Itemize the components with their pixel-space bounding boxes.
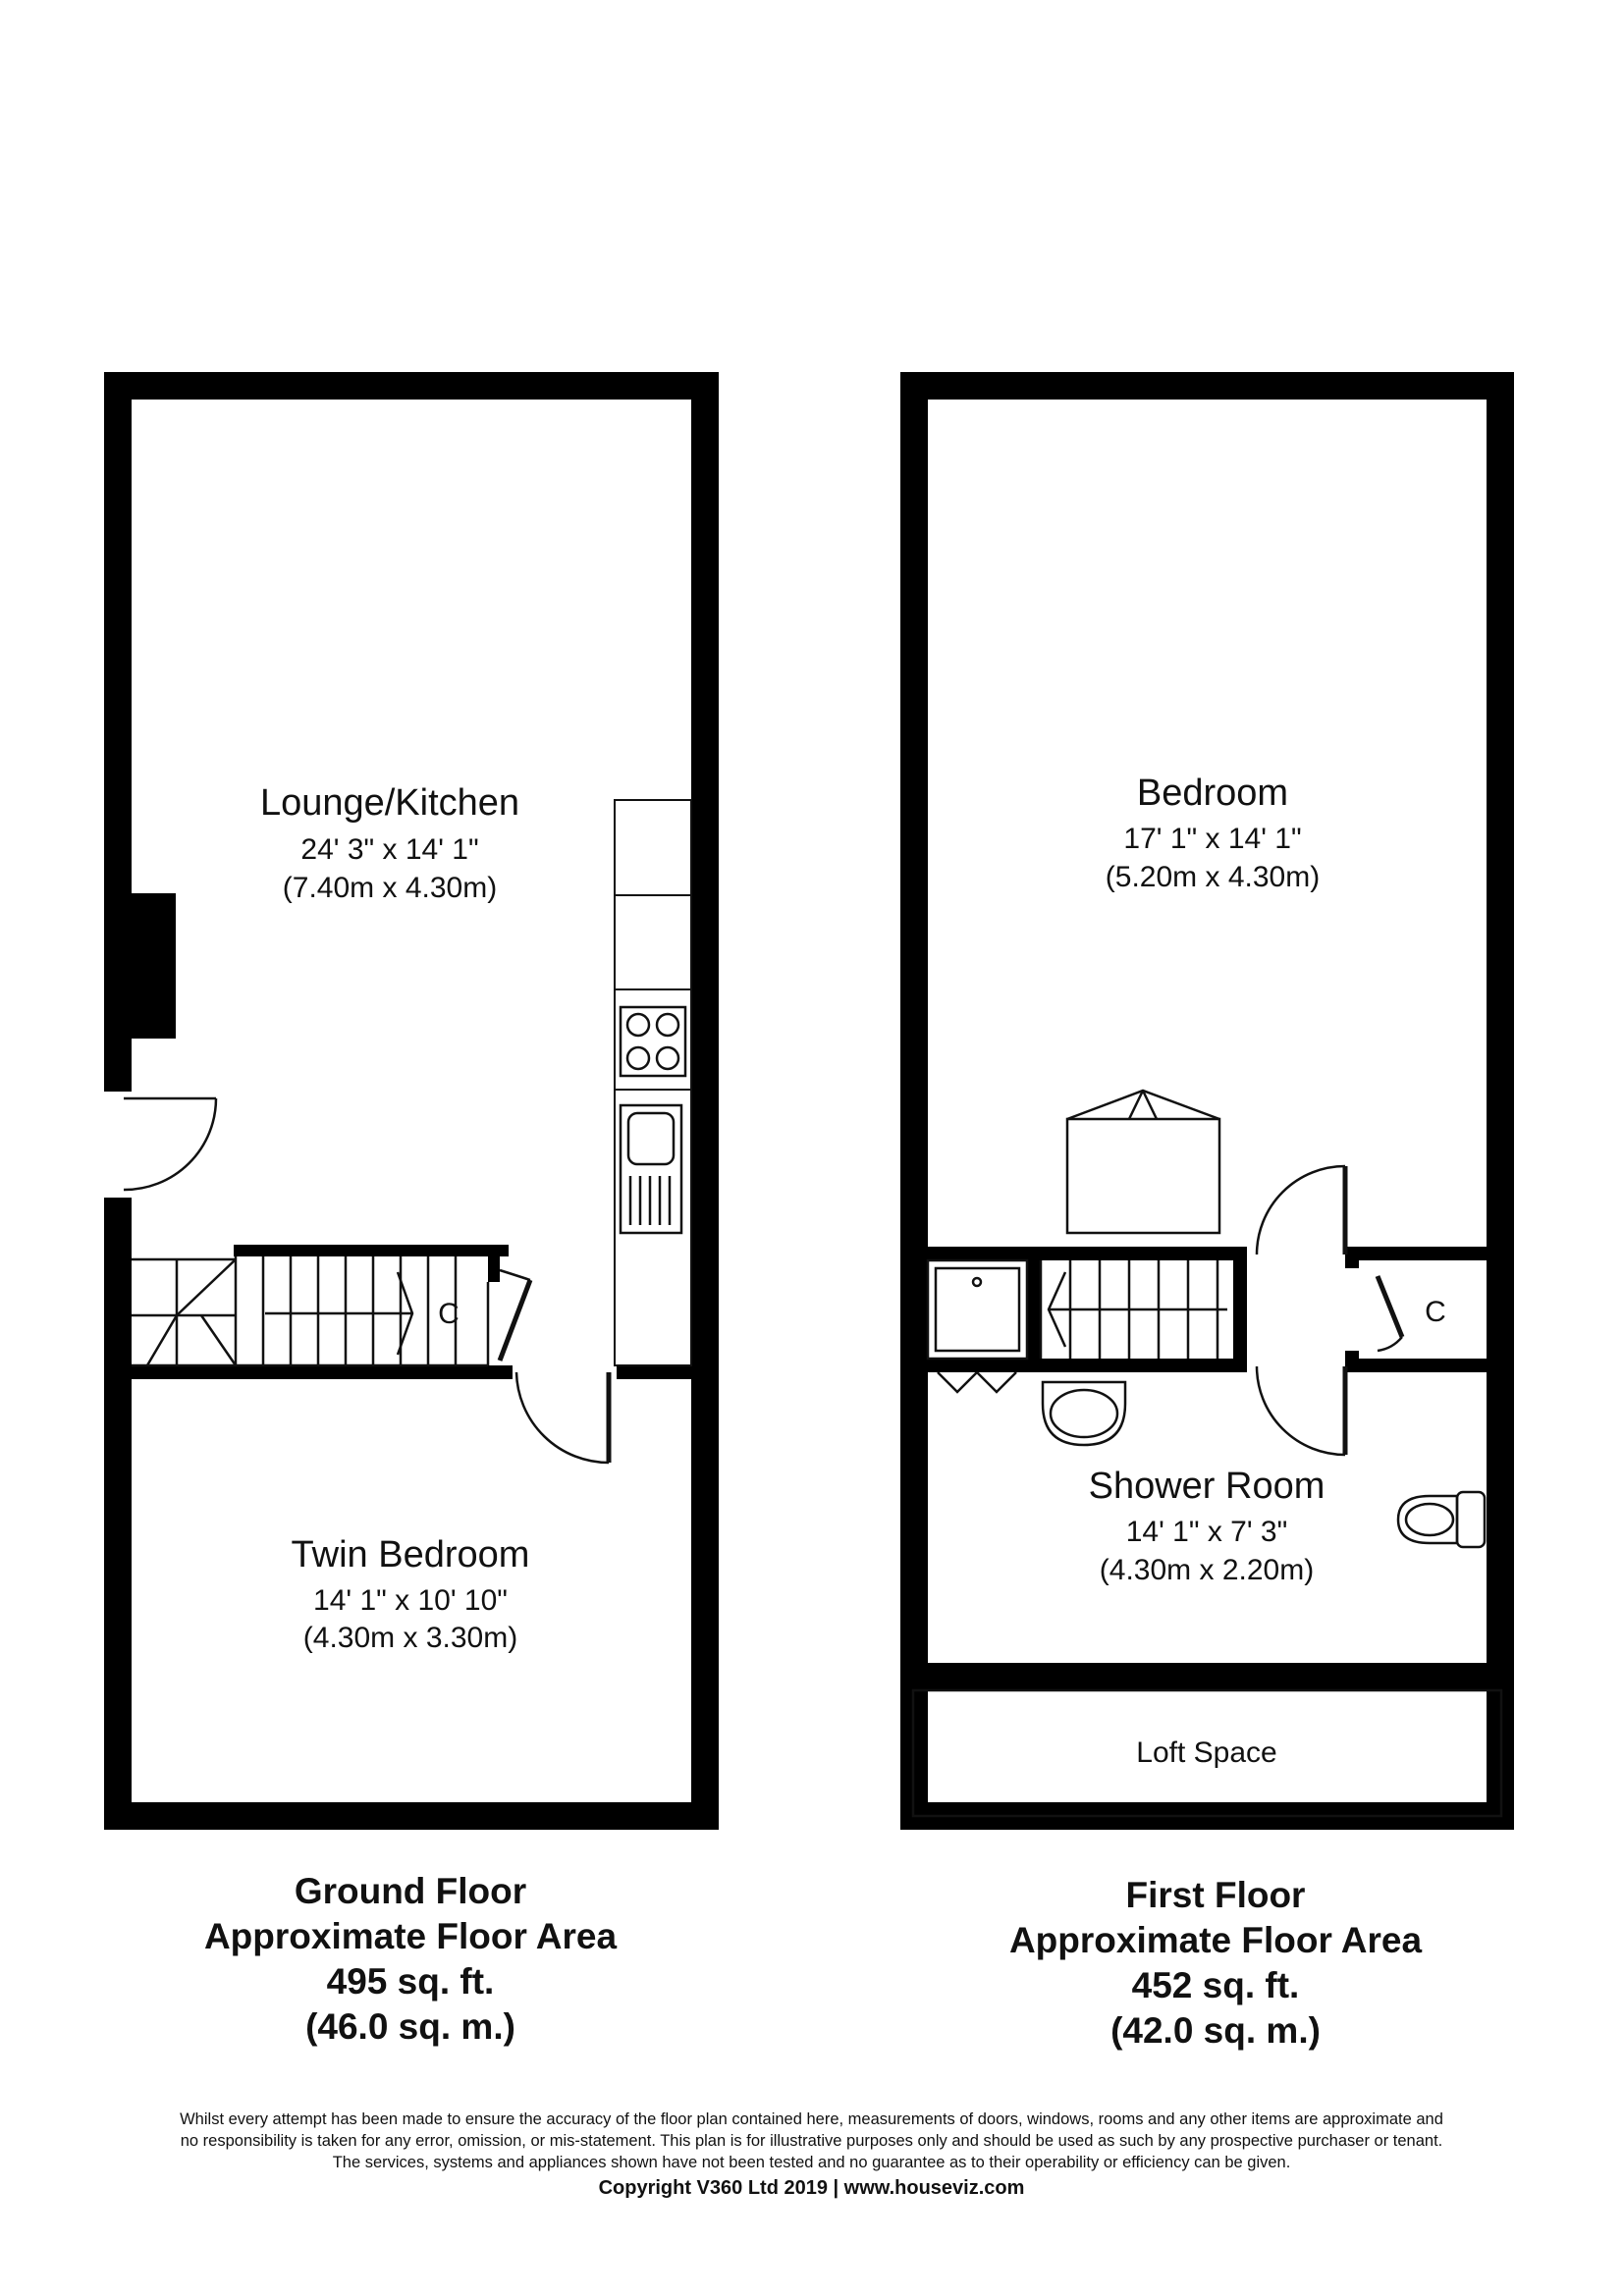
kitchen-worktop [615,800,691,1365]
bedroom-name: Bedroom [1136,773,1289,814]
twin-bedroom-door [516,1372,609,1463]
first-floor-area-sqm: (42.0 sq. m.) [1110,2010,1321,2051]
shower-room-imperial: 14' 1" x 7' 3" [1125,1516,1288,1548]
ground-floor-area-sqm: (46.0 sq. m.) [305,2006,515,2047]
copyright: Copyright V360 Ltd 2019 | www.houseviz.com [598,2177,1025,2199]
ground-floor-summary [116,1869,705,2050]
shower-room-name: Shower Room [1088,1466,1325,1507]
disclaimer [29,2109,1594,2199]
ground-cupboard-label: C [438,1298,460,1330]
first-staircase [1041,1260,1227,1359]
ground-floor-area-label: Approximate Floor Area [203,1916,618,1956]
kitchen-sink [621,1105,681,1233]
first-floor-summary [921,1873,1510,2054]
lounge-kitchen-name: Lounge/Kitchen [259,782,520,824]
first-floor-area-sqft: 452 sq. ft. [1131,1965,1300,2005]
ground-staircase [132,1256,488,1365]
lounge-kitchen-imperial: 24' 3" x 14' 1" [300,833,479,866]
ground-floor-area-sqft: 495 sq. ft. [326,1961,495,2002]
first-floor-walls [900,372,1514,1830]
lounge-kitchen-metric: (7.40m x 4.30m) [282,872,498,904]
first-floor-name: First Floor [1125,1875,1306,1915]
twin-bedroom-imperial: 14' 1" x 10' 10" [313,1584,508,1617]
first-floor-area-label: Approximate Floor Area [1008,1920,1423,1960]
toilet [1398,1492,1485,1547]
bedroom-imperial: 17' 1" x 14' 1" [1123,823,1302,855]
disclaimer-line-3: The services, systems and appliances shown have not been tested and no guarantee as to their operability or efficiency can be given. [332,2154,1291,2171]
landing-doors [1257,1166,1345,1455]
bedroom-chest [1067,1091,1219,1233]
hob [621,1007,685,1076]
shower-room-metric: (4.30m x 2.20m) [1099,1554,1315,1586]
loft-space-label: Loft Space [1136,1736,1277,1769]
disclaimer-line-1: Whilst every attempt has been made to ensure the accuracy of the floor plan contained here, measurements of doors, windows, rooms and any other items are approximate and [180,2110,1443,2128]
disclaimer-line-2: no responsibility is taken for any error, omission, or mis-statement. This plan is for illustrative purposes only and should be used as such by any prospective purchaser or tenant. [180,2132,1443,2150]
first-cupboard-door [1378,1276,1402,1351]
first-floor-plan [900,372,1514,1830]
twin-bedroom-name: Twin Bedroom [291,1534,530,1575]
twin-bedroom-metric: (4.30m x 3.30m) [302,1622,518,1654]
ground-floor-name: Ground Floor [294,1871,527,1911]
ground-cupboard-door [500,1270,530,1361]
washbasin [1043,1382,1125,1445]
bedroom-metric: (5.20m x 4.30m) [1105,861,1321,893]
ground-floor-plan [104,372,719,1830]
front-door [124,1098,216,1190]
first-cupboard-label: C [1425,1296,1446,1328]
